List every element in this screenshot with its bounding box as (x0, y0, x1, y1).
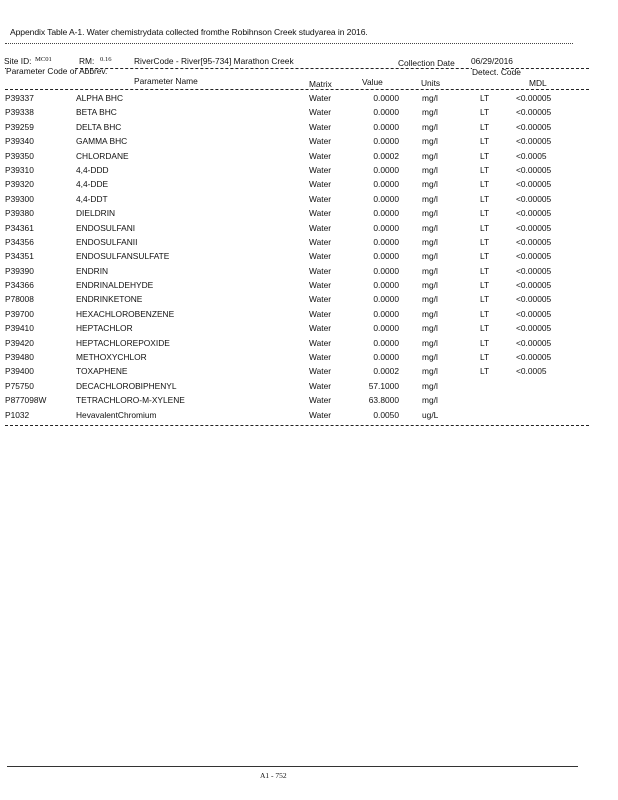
cell-detect-code: LT (480, 150, 490, 161)
table-row (0, 381, 618, 395)
cell-value: 0.0000 (373, 236, 399, 247)
cell-mdl: <0.00005 (516, 236, 552, 247)
cell-units: mg/l (422, 208, 438, 219)
cell-detect-code: LT (480, 280, 490, 291)
table-row (0, 237, 618, 251)
cell-matrix: Water (309, 136, 332, 147)
cell-value: 63.8000 (368, 395, 399, 406)
cell-code: P39350 (5, 150, 34, 161)
cell-code: P34356 (5, 236, 34, 247)
cell-detect-code: LT (480, 136, 490, 147)
table-row (0, 208, 618, 222)
table-row (0, 165, 618, 179)
cell-detect-code: LT (480, 107, 490, 118)
cell-mdl: <0.00005 (516, 352, 552, 363)
cell-name: GAMMA BHC (76, 136, 128, 147)
cell-matrix: Water (309, 380, 332, 391)
table-row (0, 366, 618, 380)
cell-matrix: Water (309, 121, 332, 132)
cell-units: mg/l (422, 93, 438, 103)
cell-units: mg/l (422, 366, 438, 377)
cell-name: 4,4-DDE (76, 179, 109, 190)
cell-units: mg/l (422, 121, 438, 132)
cell-code: P39320 (5, 179, 34, 190)
collection-date-label: Collection Date (398, 58, 455, 68)
cell-units: mg/l (422, 236, 438, 247)
col-header-code: Parameter Code or Abbrev. (6, 66, 108, 76)
cell-value: 0.0000 (373, 222, 399, 233)
cell-detect-code: LT (480, 251, 490, 262)
cell-detect-code: LT (480, 308, 490, 319)
cell-value: 0.0000 (373, 323, 399, 334)
cell-matrix: Water (309, 150, 332, 161)
table-row (0, 280, 618, 294)
cell-value: 0.0000 (373, 121, 399, 132)
cell-detect-code: LT (480, 236, 490, 247)
table-row (0, 223, 618, 237)
cell-code: P39400 (5, 366, 34, 377)
col-header-detect: Detect. Code (472, 67, 521, 77)
cell-value: 0.0000 (373, 179, 399, 190)
cell-name: 4,4-DDD (76, 164, 109, 175)
cell-units: mg/l (422, 323, 438, 334)
col-header-name: Parameter Name (134, 76, 198, 86)
cell-mdl: <0.00005 (516, 179, 552, 190)
data-table (0, 93, 618, 424)
table-row (0, 266, 618, 280)
cell-mdl: <0.00005 (516, 193, 552, 204)
cell-units: mg/l (422, 179, 438, 190)
rm-label: RM: (79, 56, 95, 66)
col-header-units: Units (421, 78, 441, 88)
cell-code: P39700 (5, 308, 34, 319)
cell-name: DECACHLOROBIPHENYL (76, 380, 177, 391)
cell-detect-code: LT (480, 179, 490, 190)
table-row (0, 151, 618, 165)
cell-name: HevavalentChromium (76, 409, 157, 420)
cell-code: P34361 (5, 222, 34, 233)
cell-matrix: Water (309, 236, 332, 247)
col-header-matrix: Matrix (309, 79, 332, 89)
cell-matrix: Water (309, 164, 332, 175)
cell-code: P1032 (5, 409, 30, 420)
cell-units: mg/l (422, 280, 438, 291)
cell-detect-code: LT (480, 337, 490, 348)
cell-detect-code: LT (480, 222, 490, 233)
cell-matrix: Water (309, 395, 332, 406)
cell-units: mg/l (422, 222, 438, 233)
cell-units: mg/l (422, 395, 438, 406)
cell-mdl: <0.00005 (516, 164, 552, 175)
cell-name: ENDRIN (76, 265, 109, 276)
title-divider (5, 43, 573, 44)
cell-value: 0.0000 (373, 107, 399, 118)
table-row (0, 194, 618, 208)
cell-code: P39480 (5, 352, 34, 363)
cell-mdl: <0.00005 (516, 337, 552, 348)
cell-matrix: Water (309, 193, 332, 204)
cell-code: P39380 (5, 208, 34, 219)
cell-code: P78008 (5, 294, 34, 305)
cell-code: P39337 (5, 93, 34, 103)
cell-value: 0.0050 (373, 409, 399, 420)
cell-matrix: Water (309, 179, 332, 190)
collection-date-value: 06/29/2016 (471, 56, 513, 66)
cell-mdl: <0.00005 (516, 107, 552, 118)
cell-code: P39390 (5, 265, 34, 276)
cell-name: ENDOSULFANII (76, 236, 138, 247)
cell-detect-code: LT (480, 193, 490, 204)
table-row (0, 136, 618, 150)
cell-code: P39410 (5, 323, 34, 334)
cell-units: mg/l (422, 164, 438, 175)
cell-value: 0.0002 (373, 150, 399, 161)
table-row (0, 294, 618, 308)
cell-code: P877098W (5, 395, 47, 406)
cell-value: 0.0000 (373, 136, 399, 147)
col-header-value: Value (362, 77, 383, 87)
table-row (0, 323, 618, 337)
table-row (0, 107, 618, 121)
cell-mdl: <0.00005 (516, 265, 552, 276)
cell-code: P39310 (5, 164, 34, 175)
site-id-label: Site ID: (4, 56, 32, 66)
cell-detect-code: LT (480, 265, 490, 276)
cell-detect-code: LT (480, 294, 490, 305)
cell-matrix: Water (309, 308, 332, 319)
cell-name: HEPTACHLOREPOXIDE (76, 337, 170, 348)
cell-detect-code: LT (480, 366, 490, 377)
cell-detect-code: LT (480, 208, 490, 219)
cell-units: mg/l (422, 294, 438, 305)
table-row (0, 410, 618, 424)
cell-mdl: <0.00005 (516, 294, 552, 305)
footer-rule (7, 766, 578, 767)
cell-code: P39420 (5, 337, 34, 348)
table-title: Appendix Table A-1. Water chemistrydata collected fromthe Robihnson Creek studyarea in 2016. (10, 27, 368, 37)
cell-code: P34351 (5, 251, 34, 262)
site-id-value: MC01 (35, 56, 52, 63)
cell-matrix: Water (309, 323, 332, 334)
table-row (0, 179, 618, 193)
table-row (0, 122, 618, 136)
cell-name: METHOXYCHLOR (76, 352, 147, 363)
cell-matrix: Water (309, 265, 332, 276)
cell-code: P39340 (5, 136, 34, 147)
cell-value: 57.1000 (368, 380, 399, 391)
cell-name: BETA BHC (76, 107, 117, 118)
cell-name: ENDOSULFANI (76, 222, 136, 233)
cell-mdl: <0.00005 (516, 251, 552, 262)
header-bottom-rule (5, 89, 589, 90)
cell-matrix: Water (309, 409, 332, 420)
cell-value: 0.0000 (373, 193, 399, 204)
table-row (0, 338, 618, 352)
page-number: A1 - 752 (260, 771, 287, 780)
cell-matrix: Water (309, 337, 332, 348)
cell-value: 0.0000 (373, 265, 399, 276)
cell-name: HEXACHLOROBENZENE (76, 308, 175, 319)
cell-mdl: <0.00005 (516, 136, 552, 147)
cell-units: mg/l (422, 150, 438, 161)
cell-units: mg/l (422, 337, 438, 348)
cell-matrix: Water (309, 107, 332, 118)
cell-value: 0.0000 (373, 251, 399, 262)
cell-name: ENDOSULFANSULFATE (76, 251, 170, 262)
cell-name: HEPTACHLOR (76, 323, 133, 334)
cell-value: 0.0000 (373, 93, 399, 103)
cell-units: mg/l (422, 251, 438, 262)
cell-detect-code: LT (480, 121, 490, 132)
river-code: RiverCode - River[95-734] Marathon Creek (134, 56, 294, 66)
cell-value: 0.0000 (373, 164, 399, 175)
cell-value: 0.0000 (373, 208, 399, 219)
cell-units: mg/l (422, 380, 438, 391)
cell-mdl: <0.00005 (516, 208, 552, 219)
col-header-mdl: MDL (529, 78, 547, 88)
cell-code: P39338 (5, 107, 34, 118)
cell-mdl: <0.0005 (516, 150, 547, 161)
table-row (0, 352, 618, 366)
cell-mdl: <0.0005 (516, 366, 547, 377)
cell-matrix: Water (309, 251, 332, 262)
cell-name: ENDRINKETONE (76, 294, 143, 305)
table-end-rule (5, 425, 589, 426)
cell-matrix: Water (309, 208, 332, 219)
table-row (0, 395, 618, 409)
cell-name: 4,4-DDT (76, 193, 108, 204)
cell-detect-code: LT (480, 93, 490, 103)
cell-matrix: Water (309, 280, 332, 291)
cell-units: mg/l (422, 352, 438, 363)
cell-name: CHLORDANE (76, 150, 129, 161)
cell-mdl: <0.00005 (516, 93, 552, 103)
cell-mdl: <0.00005 (516, 323, 552, 334)
cell-units: mg/l (422, 107, 438, 118)
cell-units: mg/l (422, 308, 438, 319)
cell-matrix: Water (309, 352, 332, 363)
cell-value: 0.0000 (373, 294, 399, 305)
cell-name: ALPHA BHC (76, 93, 124, 103)
cell-units: ug/L (422, 409, 439, 420)
table-row (0, 251, 618, 265)
cell-value: 0.0000 (373, 337, 399, 348)
cell-name: DELTA BHC (76, 121, 122, 132)
cell-mdl: <0.00005 (516, 280, 552, 291)
table-row (0, 309, 618, 323)
cell-mdl: <0.00005 (516, 308, 552, 319)
cell-matrix: Water (309, 93, 332, 103)
cell-name: TETRACHLORO-M-XYLENE (76, 395, 185, 406)
cell-name: ENDRINALDEHYDE (76, 280, 154, 291)
cell-mdl: <0.00005 (516, 121, 552, 132)
cell-code: P39300 (5, 193, 34, 204)
rm-value: 0.16 (100, 56, 112, 63)
cell-units: mg/l (422, 193, 438, 204)
cell-code: P75750 (5, 380, 34, 391)
cell-value: 0.0000 (373, 280, 399, 291)
cell-units: mg/l (422, 136, 438, 147)
cell-value: 0.0002 (373, 366, 399, 377)
cell-value: 0.0000 (373, 308, 399, 319)
cell-matrix: Water (309, 294, 332, 305)
cell-name: TOXAPHENE (76, 366, 128, 377)
cell-code: P34366 (5, 280, 34, 291)
cell-detect-code: LT (480, 323, 490, 334)
cell-name: DIELDRIN (76, 208, 116, 219)
cell-mdl: <0.00005 (516, 222, 552, 233)
cell-value: 0.0000 (373, 352, 399, 363)
cell-detect-code: LT (480, 164, 490, 175)
cell-detect-code: LT (480, 352, 490, 363)
cell-matrix: Water (309, 366, 332, 377)
cell-matrix: Water (309, 222, 332, 233)
cell-units: mg/l (422, 265, 438, 276)
table-row (0, 93, 618, 107)
cell-code: P39259 (5, 121, 34, 132)
